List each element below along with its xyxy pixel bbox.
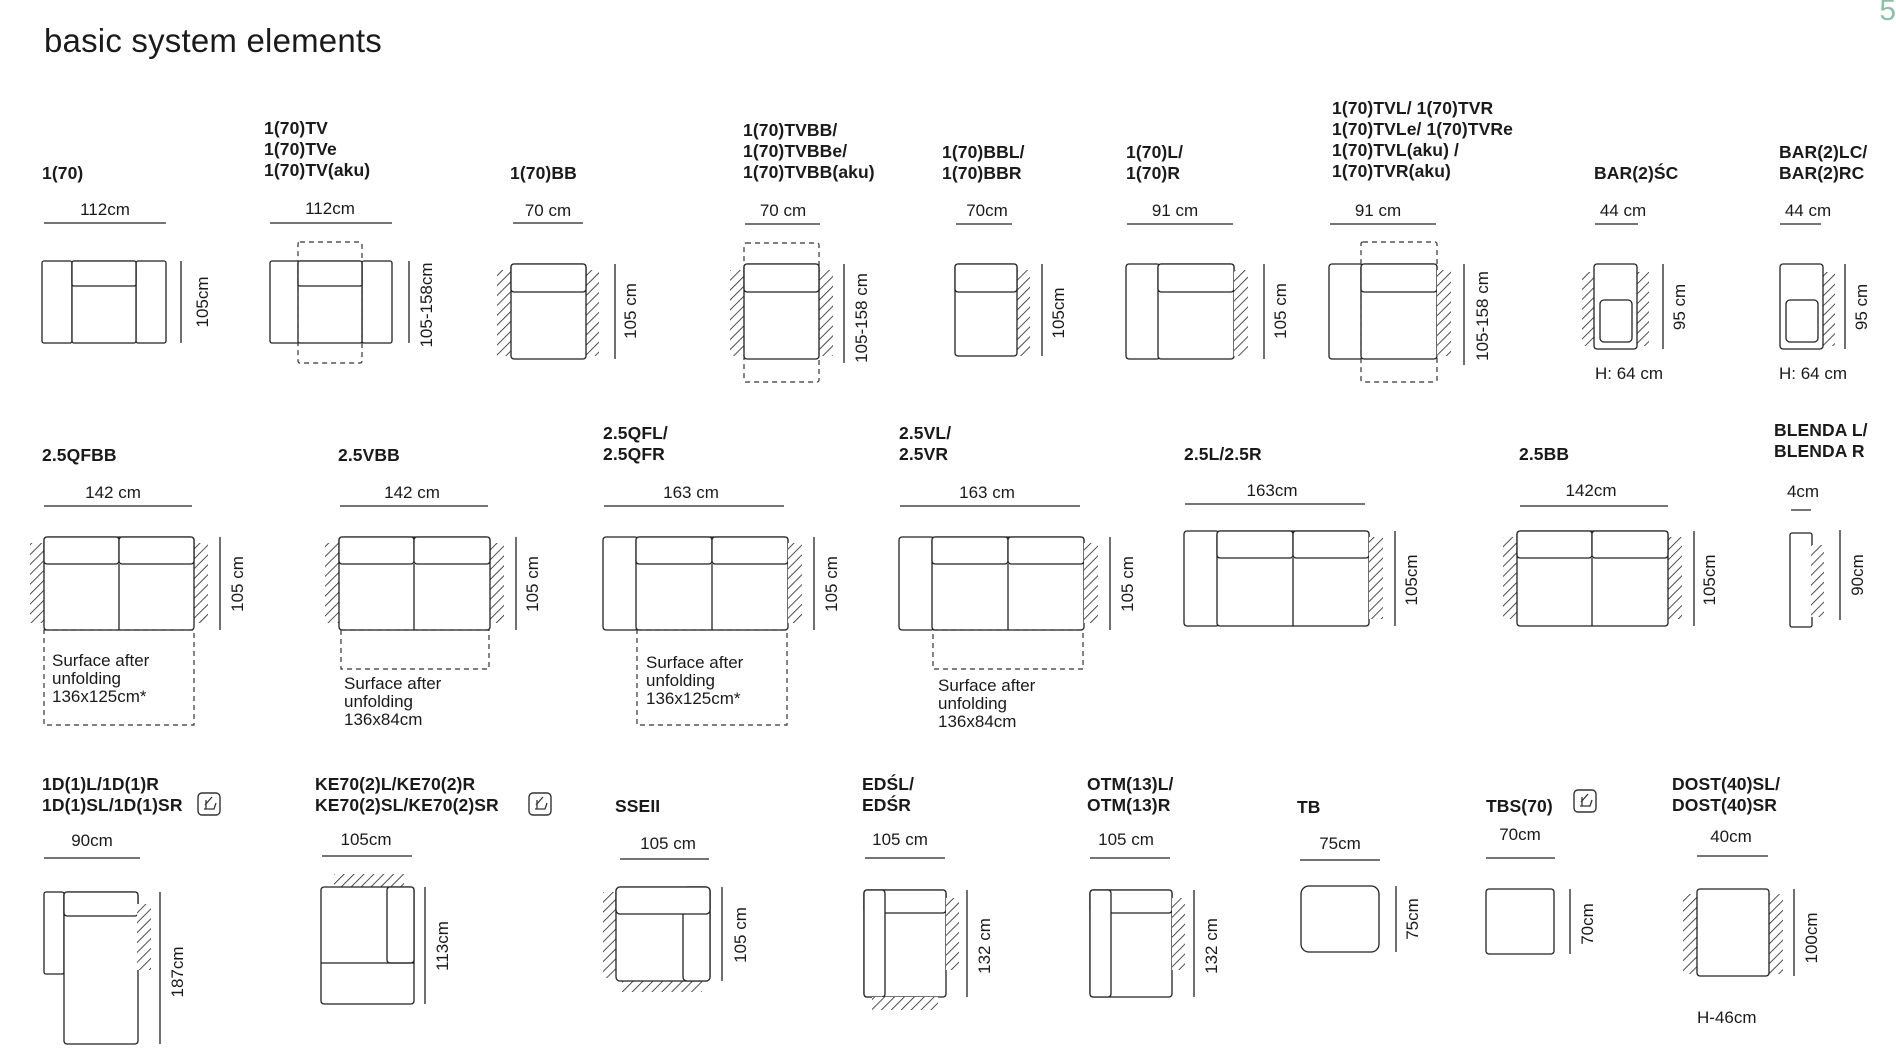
svg-text:105-158cm: 105-158cm (417, 262, 436, 348)
svg-text:95 cm: 95 cm (1670, 283, 1689, 331)
module-1-70-bb (497, 201, 640, 359)
svg-text:unfolding: unfolding (646, 671, 716, 690)
label-tb: TB (1297, 797, 1321, 817)
svg-text:91 cm: 91 cm (1151, 201, 1199, 220)
svg-text:136x125cm*: 136x125cm* (52, 687, 147, 706)
svg-text:105cm: 105cm (1700, 554, 1719, 606)
svg-text:187cm: 187cm (168, 946, 187, 998)
recline-icon (529, 793, 551, 815)
svg-text:105 cm: 105 cm (228, 556, 247, 612)
svg-text:105cm: 105cm (340, 830, 392, 849)
svg-text:H: 64 cm: H: 64 cm (1595, 364, 1664, 383)
svg-text:163 cm: 163 cm (959, 483, 1015, 502)
svg-text:Surface after: Surface after (52, 651, 150, 670)
recline-icon (1574, 790, 1596, 812)
module-otm (1090, 830, 1221, 997)
module-blenda (1787, 482, 1867, 627)
module-1d1l (44, 793, 220, 1044)
svg-text:75cm: 75cm (1319, 834, 1361, 853)
module-1-70-bbl (955, 201, 1068, 356)
svg-text:105 cm: 105 cm (822, 556, 841, 612)
recline-icon (198, 793, 220, 815)
svg-text:91 cm: 91 cm (1354, 201, 1402, 220)
svg-text:70cm: 70cm (966, 201, 1008, 220)
label-2-5qfl: 2.5QFL/ 2.5QFR (603, 423, 668, 464)
svg-text:132 cm: 132 cm (1202, 918, 1221, 974)
svg-text:90cm: 90cm (71, 831, 113, 850)
svg-text:70 cm: 70 cm (759, 201, 807, 220)
module-1-70-tv (270, 199, 436, 363)
svg-text:105 cm: 105 cm (872, 830, 928, 849)
module-bar-lc (1779, 201, 1871, 383)
svg-text:90cm: 90cm (1848, 554, 1867, 596)
svg-text:105 cm: 105 cm (640, 834, 696, 853)
svg-text:Surface after: Surface after (938, 676, 1036, 695)
module-2-5bb (1503, 481, 1719, 626)
svg-text:unfolding: unfolding (344, 692, 414, 711)
svg-text:136x84cm: 136x84cm (938, 712, 1017, 731)
svg-text:70cm: 70cm (1499, 825, 1541, 844)
module-tb (1300, 834, 1422, 952)
label-2-5vl: 2.5VL/ 2.5VR (899, 423, 952, 464)
module-1-70-tvl (1329, 201, 1492, 382)
module-1-70 (42, 200, 212, 343)
svg-text:100cm: 100cm (1802, 912, 1821, 964)
label-tbs70: TBS(70) (1486, 796, 1553, 816)
svg-text:132 cm: 132 cm (975, 918, 994, 974)
label-bar-lc: BAR(2)LC/ BAR(2)RC (1779, 142, 1868, 183)
svg-text:105 cm: 105 cm (1118, 556, 1137, 612)
label-1-70-bbl: 1(70)BBL/ 1(70)BBR (942, 142, 1025, 183)
svg-text:105 cm: 105 cm (621, 283, 640, 339)
module-tbs70 (1486, 790, 1597, 954)
label-blenda: BLENDA L/ BLENDA R (1774, 420, 1868, 461)
svg-text:136x125cm*: 136x125cm* (646, 689, 741, 708)
svg-text:163cm: 163cm (1246, 481, 1298, 500)
svg-text:105 cm: 105 cm (1098, 830, 1154, 849)
module-2-5qfbb (30, 483, 247, 725)
svg-text:70 cm: 70 cm (524, 201, 572, 220)
module-1-70-tvbb (730, 201, 871, 382)
module-ke70 (321, 793, 551, 1004)
module-bar-sc (1582, 201, 1689, 383)
svg-text:113cm: 113cm (433, 921, 452, 971)
svg-text:142 cm: 142 cm (85, 483, 141, 502)
label-ke70: KE70(2)L/KE70(2)R KE70(2)SL/KE70(2)SR (315, 774, 499, 815)
height-dim: 105cm (193, 276, 212, 328)
module-2-5qfl (603, 483, 841, 725)
page-number: 5 (1879, 0, 1896, 27)
svg-text:H: 64 cm: H: 64 cm (1779, 364, 1848, 383)
label-1-70-tv: 1(70)TV 1(70)TVe 1(70)TV(aku) (264, 118, 371, 180)
svg-text:105 cm: 105 cm (731, 907, 750, 963)
svg-text:142 cm: 142 cm (384, 483, 440, 502)
label-2-5qfbb: 2.5QFBB (42, 445, 117, 465)
svg-text:95 cm: 95 cm (1852, 283, 1871, 331)
module-2-5l (1184, 481, 1421, 626)
svg-text:105 cm: 105 cm (1271, 283, 1290, 339)
svg-text:163 cm: 163 cm (663, 483, 719, 502)
svg-text:44 cm: 44 cm (1599, 201, 1647, 220)
label-1d1l: 1D(1)L/1D(1)R 1D(1)SL/1D(1)SR (42, 774, 183, 815)
svg-text:H-46cm: H-46cm (1697, 1008, 1757, 1027)
svg-text:105-158 cm: 105-158 cm (1473, 271, 1492, 361)
label-1-70-bb: 1(70)BB (510, 163, 577, 183)
module-edsl (864, 830, 994, 1010)
label-2-5bb: 2.5BB (1519, 444, 1570, 464)
label-sseii: SSEII (615, 796, 661, 816)
svg-text:Surface after: Surface after (646, 653, 744, 672)
svg-text:105 cm: 105 cm (523, 556, 542, 612)
svg-text:unfolding: unfolding (938, 694, 1008, 713)
svg-text:105-158 cm: 105-158 cm (852, 273, 871, 363)
module-sseii (603, 834, 750, 992)
svg-text:105cm: 105cm (1402, 554, 1421, 606)
module-2-5vbb (325, 483, 542, 729)
label-2-5l: 2.5L/2.5R (1184, 444, 1262, 464)
svg-text:142cm: 142cm (1565, 481, 1617, 500)
label-dost: DOST(40)SL/ DOST(40)SR (1672, 774, 1781, 815)
svg-text:40cm: 40cm (1710, 827, 1752, 846)
module-2-5vl (899, 483, 1137, 731)
svg-text:44 cm: 44 cm (1784, 201, 1832, 220)
svg-text:4cm: 4cm (1786, 482, 1820, 501)
label-1-70-tvbb: 1(70)TVBB/ 1(70)TVBBe/ 1(70)TVBB(aku) (743, 120, 875, 182)
label-1-70: 1(70) (42, 163, 84, 183)
label-bar-sc: BAR(2)ŚC (1594, 163, 1679, 183)
page-title: basic system elements (44, 22, 382, 59)
label-edsl: EDŚL/ EDŚR (862, 774, 915, 815)
label-1-70-l: 1(70)L/ 1(70)R (1126, 142, 1184, 183)
label-1-70-tvl: 1(70)TVL/ 1(70)TVR 1(70)TVLe/ 1(70)TVRe 1(70)TVL(aku) / 1(70)TVR(aku) (1332, 98, 1513, 181)
module-dost (1683, 827, 1821, 1027)
svg-text:112cm: 112cm (305, 199, 355, 218)
label-2-5vbb: 2.5VBB (338, 445, 400, 465)
width-dim: 112cm (80, 200, 130, 219)
svg-text:unfolding: unfolding (52, 669, 122, 688)
svg-text:105cm: 105cm (1049, 287, 1068, 339)
svg-text:Surface after: Surface after (344, 674, 442, 693)
svg-text:70cm: 70cm (1578, 903, 1597, 945)
module-1-70-l (1126, 201, 1290, 359)
svg-text:136x84cm: 136x84cm (344, 710, 423, 729)
label-otm: OTM(13)L/ OTM(13)R (1087, 774, 1174, 815)
svg-text:75cm: 75cm (1403, 898, 1422, 940)
